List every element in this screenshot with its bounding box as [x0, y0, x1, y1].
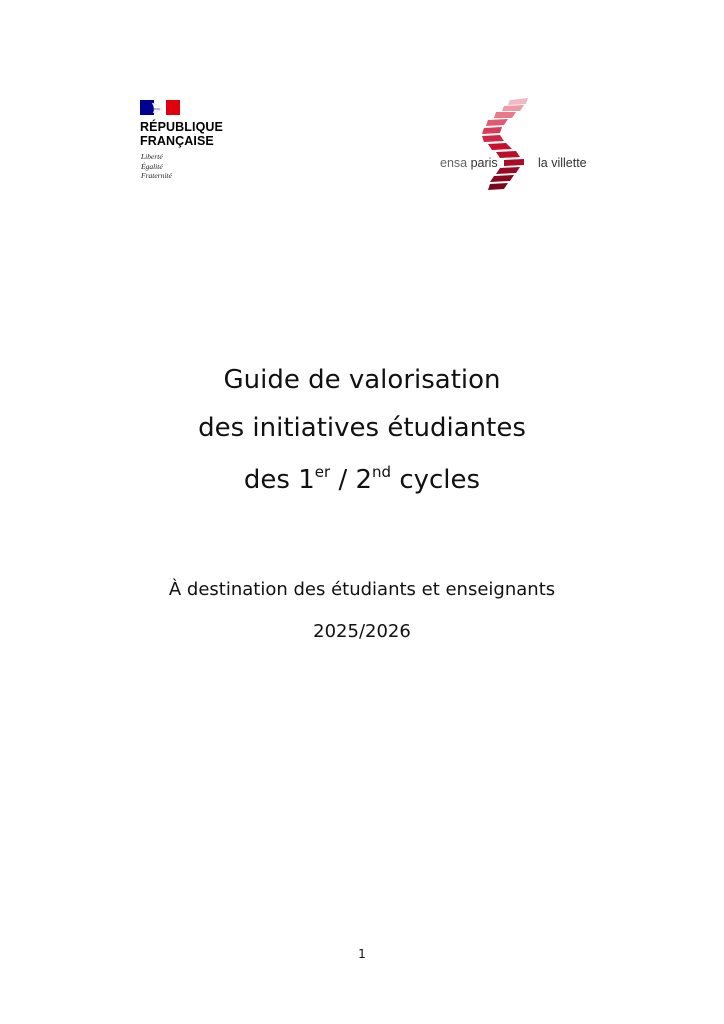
- rf-motto-fraternite: Fraternité: [141, 171, 172, 180]
- title-line-3-part-a: des 1: [243, 465, 315, 495]
- rf-name-line1: RÉPUBLIQUE: [140, 120, 223, 134]
- marianne-flag-icon: [140, 100, 180, 115]
- subtitle-audience: À destination des étudiants et enseignants: [168, 579, 556, 600]
- document-subtitle: [0, 578, 724, 644]
- ensa-paris-la-villette-logo: [436, 96, 606, 194]
- rf-motto: [141, 152, 172, 181]
- page-number: 1: [358, 947, 366, 961]
- title-line-3-part-b: / 2: [330, 465, 373, 495]
- title-superscript-er: er: [314, 463, 331, 481]
- title-line-3: [0, 463, 724, 495]
- title-line-1: Guide de valorisation: [223, 365, 501, 395]
- republique-francaise-logo: [140, 100, 244, 190]
- ensa-text-right: la villette: [538, 156, 587, 170]
- rf-motto-egalite: Égalité: [141, 161, 163, 171]
- ensa-text-paris: paris: [470, 156, 498, 170]
- spiral-staircase-icon: [472, 96, 532, 192]
- title-superscript-nd: nd: [372, 463, 392, 481]
- ensa-text-ensa: ensa: [440, 156, 468, 170]
- rf-motto-liberte: Liberté: [141, 152, 163, 161]
- subtitle-year: 2025/2026: [313, 621, 411, 642]
- document-title: [0, 366, 724, 494]
- rf-name-line2: FRANÇAISE: [140, 134, 214, 148]
- title-line-3-part-c: cycles: [391, 465, 481, 495]
- title-line-2: des initiatives étudiantes: [198, 413, 526, 443]
- rf-name: [140, 120, 223, 148]
- ensa-text-left: [440, 156, 498, 170]
